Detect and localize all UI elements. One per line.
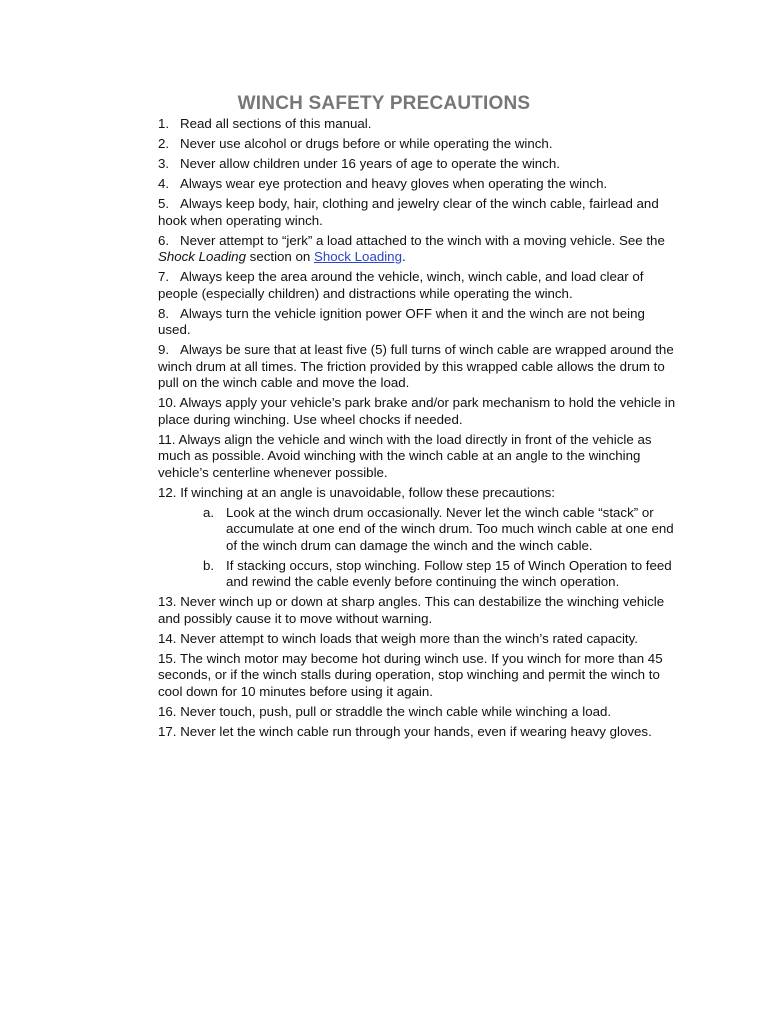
- list-item-6: [158, 233, 678, 266]
- list-item-14: [158, 631, 678, 648]
- item-text: Never touch, push, pull or straddle the winch cable while winching a load.: [180, 703, 612, 719]
- document-title: WINCH SAFETY PRECAUTIONS: [237, 93, 531, 114]
- item-text: If winching at an angle is unavoidable, follow these precautions:: [180, 484, 555, 500]
- precautions-list: [158, 116, 678, 744]
- list-item-8: [158, 306, 678, 339]
- item-number: 13.: [158, 594, 177, 609]
- sub-item-text: Look at the winch drum occasionally. Never let the winch cable “stack” or accumulate at one end of the winch drum. Too much winch cable at one end of the winch drum can damage the winch and the winch cable.: [226, 504, 674, 553]
- list-item-10: [158, 395, 678, 428]
- item-text: Never let the winch cable run through your hands, even if wearing heavy gloves.: [180, 723, 652, 739]
- list-item-15: [158, 651, 678, 701]
- list-item-11: [158, 432, 678, 482]
- item-number: 6.: [158, 232, 170, 248]
- item-text: Always be sure that at least five (5) full turns of winch cable are wrapped around the winch drum at all times. The friction provided by this wrapped cable allows the drum to pull on the winch cable and move the load.: [158, 342, 674, 390]
- item-text: The winch motor may become hot during winch use. If you winch for more than 45 seconds, or if the winch stalls during operation, stop winching and permit the winch to cool down for 10 minutes before using it again.: [158, 650, 663, 699]
- item-text: Never winch up or down at sharp angles. This can destabilize the winching vehicle and possibly cause it to move without warning.: [158, 594, 665, 626]
- item-text: Never attempt to winch loads that weigh more than the winch’s rated capacity.: [180, 630, 638, 646]
- list-item-3: [158, 156, 678, 173]
- item-text: Always wear eye protection and heavy gloves when operating the winch.: [180, 176, 608, 191]
- item-number: 11.: [158, 431, 176, 447]
- item-number: 7.: [158, 269, 170, 284]
- angle-precautions-sublist: [158, 505, 678, 591]
- list-item-16: [158, 704, 678, 721]
- list-item-4: [158, 176, 678, 193]
- item-number: 17.: [158, 723, 177, 739]
- item-number: 12.: [158, 484, 177, 500]
- list-item-5: [158, 196, 678, 229]
- list-item-12: [158, 485, 678, 502]
- item-number: 14.: [158, 630, 177, 646]
- item-number: 8.: [158, 305, 170, 321]
- item-number: 10.: [158, 395, 177, 410]
- item-text: Read all sections of this manual.: [180, 116, 372, 131]
- item-text: Always turn the vehicle ignition power OFF when it and the winch are not being used.: [158, 305, 645, 337]
- item-number: 15.: [158, 650, 177, 666]
- item-number: 1.: [158, 116, 170, 131]
- sub-item-letter: b.: [203, 557, 215, 573]
- item-text-italic: Shock Loading: [158, 249, 246, 264]
- item-text: Always align the vehicle and winch with the load directly in front of the vehicle as much as possible. Avoid winching with the winch cable at an angle to the winching vehicle’s centerline whenever possible.: [158, 431, 652, 480]
- sub-item-text: If stacking occurs, stop winching. Follow step 15 of Winch Operation to feed and rewind the cable evenly before continuing the winch operation.: [226, 557, 672, 589]
- item-text: Always keep body, hair, clothing and jewelry clear of the winch cable, fairlead and hook when operating winch.: [158, 196, 659, 228]
- item-number: 16.: [158, 703, 177, 719]
- list-item-2: [158, 136, 678, 153]
- item-number: 9.: [158, 342, 170, 357]
- sub-list-item-b: [158, 558, 678, 591]
- item-number: 2.: [158, 136, 170, 151]
- shock-loading-link[interactable]: Shock Loading: [314, 249, 402, 264]
- item-text: Always keep the area around the vehicle, winch, winch cable, and load clear of people (especially children) and distractions while operating the winch.: [158, 269, 644, 301]
- list-item-1: [158, 116, 678, 133]
- list-item-9: [158, 342, 678, 392]
- sub-list-item-a: [158, 505, 678, 555]
- list-item-17: [158, 724, 678, 741]
- list-item-13: [158, 594, 678, 627]
- item-text: Never use alcohol or drugs before or while operating the winch.: [180, 136, 553, 151]
- item-number: 3.: [158, 156, 170, 171]
- item-text: Never attempt to “jerk” a load attached to the winch with a moving vehicle. See the: [180, 232, 665, 248]
- item-number: 4.: [158, 176, 170, 191]
- item-text: section on: [245, 249, 314, 264]
- list-item-7: [158, 269, 678, 302]
- item-number: 5.: [158, 196, 170, 211]
- item-text: Always apply your vehicle’s park brake and/or park mechanism to hold the vehicle in place during winching. Use wheel chocks if needed.: [158, 395, 676, 427]
- item-text: .: [401, 249, 406, 264]
- item-text: Never allow children under 16 years of age to operate the winch.: [180, 156, 560, 171]
- sub-item-letter: a.: [203, 504, 215, 520]
